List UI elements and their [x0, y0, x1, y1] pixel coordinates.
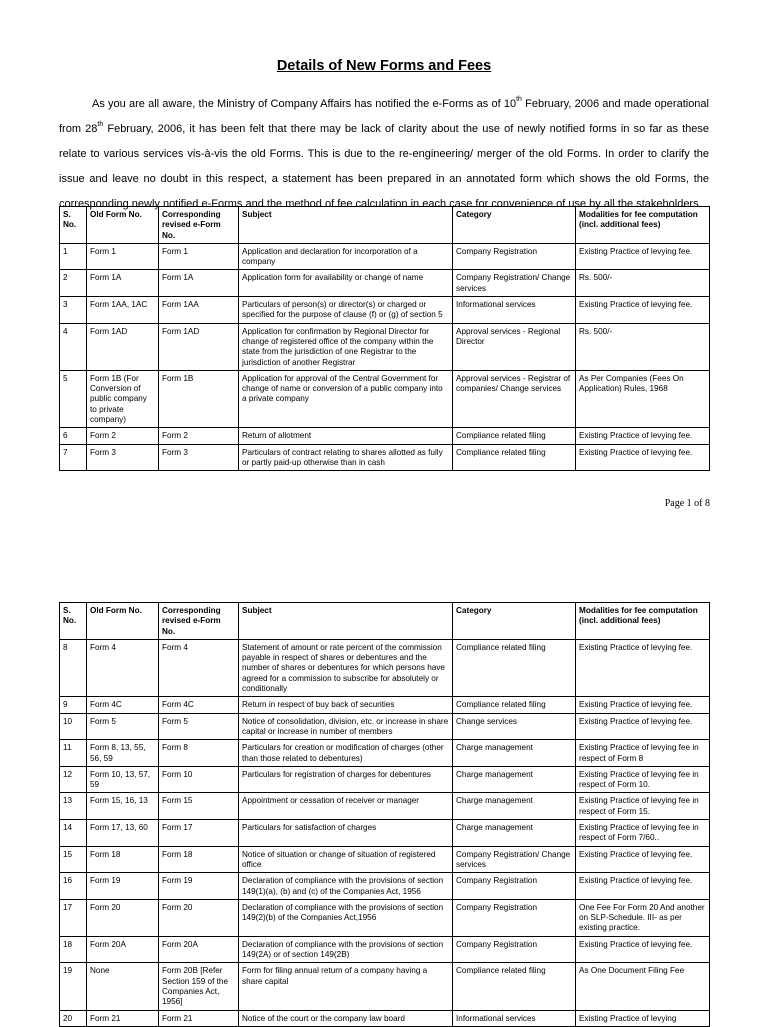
cell-old-form: Form 1A	[87, 270, 159, 297]
cell-old-form: Form 4	[87, 639, 159, 696]
cell-sno: 10	[60, 713, 87, 740]
cell-fees: Existing Practice of levying fee.	[576, 444, 710, 471]
cell-fees: Existing Practice of levying fee in respect of Form 8	[576, 740, 710, 767]
cell-new-form: Form 20A	[159, 936, 239, 963]
cell-fees: Existing Practice of levying fee in respect of Form 7/60..	[576, 820, 710, 847]
cell-fees: Existing Practice of levying fee.	[576, 713, 710, 740]
cell-old-form: Form 17, 13, 60	[87, 820, 159, 847]
cell-subject: Particulars for creation or modification of charges (other than those related to debentures)	[239, 740, 453, 767]
cell-fees: Existing Practice of levying fee in respect of Form 15.	[576, 793, 710, 820]
cell-new-form: Form 1A	[159, 270, 239, 297]
cell-new-form: Form 17	[159, 820, 239, 847]
cell-category: Informational services	[453, 297, 576, 324]
table-row	[60, 697, 710, 713]
cell-fees: Existing Practice of levying fee.	[576, 697, 710, 713]
cell-category: Charge management	[453, 766, 576, 793]
cell-category: Company Registration/ Change services	[453, 846, 576, 873]
cell-fees: Existing Practice of levying	[576, 1010, 710, 1026]
cell-sno: 18	[60, 936, 87, 963]
cell-new-form: Form 10	[159, 766, 239, 793]
table-row	[60, 639, 710, 696]
cell-new-form: Form 4	[159, 639, 239, 696]
cell-category: Approval services - Regional Director	[453, 323, 576, 370]
cell-new-form: Form 20B [Refer Section 159 of the Companies Act, 1956]	[159, 963, 239, 1010]
table-row	[60, 963, 710, 1010]
cell-subject: Declaration of compliance with the provisions of section 149(1)(a), (b) and (c) of the Companies Act, 1956	[239, 873, 453, 900]
cell-new-form: Form 2	[159, 428, 239, 444]
header-category: Category	[453, 603, 576, 640]
forms-table-page-2	[59, 602, 710, 1027]
cell-category: Compliance related filing	[453, 444, 576, 471]
cell-subject: Statement of amount or rate percent of the commission payable in respect of shares or debentures and the number of shares or debentures for which persons have agreed for a commission to subscribe for absolutely or conditionally	[239, 639, 453, 696]
page-title: Details of New Forms and Fees	[276, 58, 492, 74]
cell-sno: 17	[60, 899, 87, 936]
cell-fees: One Fee For Form 20 And another on SLP-Schedule. III- as per existing practice.	[576, 899, 710, 936]
header-sno: S. No.	[60, 603, 87, 640]
cell-new-form: Form 1AD	[159, 323, 239, 370]
cell-old-form: Form 1	[87, 243, 159, 270]
cell-category: Company Registration	[453, 899, 576, 936]
cell-old-form: Form 5	[87, 713, 159, 740]
cell-sno: 8	[60, 639, 87, 696]
cell-subject: Particulars for registration of charges for debentures	[239, 766, 453, 793]
table-row	[60, 444, 710, 471]
cell-fees: As Per Companies (Fees On Application) Rules, 1968	[576, 370, 710, 427]
cell-old-form: Form 2	[87, 428, 159, 444]
cell-subject: Notice of the court or the company law board	[239, 1010, 453, 1026]
cell-category: Compliance related filing	[453, 697, 576, 713]
page-number: Page 1 of 8	[664, 498, 710, 509]
cell-old-form: Form 15, 16, 13	[87, 793, 159, 820]
cell-new-form: Form 20	[159, 899, 239, 936]
cell-sno: 6	[60, 428, 87, 444]
cell-category: Company Registration/ Change services	[453, 270, 576, 297]
cell-new-form: Form 4C	[159, 697, 239, 713]
table-row	[60, 846, 710, 873]
cell-subject: Return in respect of buy back of securities	[239, 697, 453, 713]
cell-fees: Rs. 500/-	[576, 323, 710, 370]
cell-category: Informational services	[453, 1010, 576, 1026]
cell-new-form: Form 8	[159, 740, 239, 767]
cell-category: Compliance related filing	[453, 963, 576, 1010]
cell-category: Charge management	[453, 740, 576, 767]
table-row	[60, 899, 710, 936]
cell-sno: 13	[60, 793, 87, 820]
cell-category: Company Registration	[453, 873, 576, 900]
table-row	[60, 740, 710, 767]
cell-category: Company Registration	[453, 936, 576, 963]
table-row	[60, 243, 710, 270]
header-subject: Subject	[239, 603, 453, 640]
cell-old-form: Form 1AD	[87, 323, 159, 370]
cell-fees: As One Document Filing Fee	[576, 963, 710, 1010]
cell-sno: 19	[60, 963, 87, 1010]
table-row	[60, 323, 710, 370]
table-header-row	[60, 603, 710, 640]
cell-sno: 4	[60, 323, 87, 370]
cell-sno: 1	[60, 243, 87, 270]
cell-subject: Particulars of contract relating to shares allotted as fully or partly paid-up otherwise than in cash	[239, 444, 453, 471]
header-fees: Modalities for fee computation (incl. additional fees)	[576, 207, 710, 244]
cell-sno: 11	[60, 740, 87, 767]
table-row	[60, 873, 710, 900]
cell-subject: Particulars of person(s) or director(s) or charged or specified for the purpose of clause (f) or (g) of section 5	[239, 297, 453, 324]
cell-new-form: Form 3	[159, 444, 239, 471]
table-row	[60, 370, 710, 427]
cell-old-form: Form 21	[87, 1010, 159, 1026]
cell-sno: 16	[60, 873, 87, 900]
cell-category: Change services	[453, 713, 576, 740]
cell-fees: Existing Practice of levying fee.	[576, 639, 710, 696]
cell-category: Charge management	[453, 793, 576, 820]
cell-category: Charge management	[453, 820, 576, 847]
header-subject: Subject	[239, 207, 453, 244]
cell-old-form: Form 3	[87, 444, 159, 471]
header-old-form: Old Form No.	[87, 207, 159, 244]
cell-subject: Application form for availability or change of name	[239, 270, 453, 297]
header-sno: S. No.	[60, 207, 87, 244]
cell-sno: 7	[60, 444, 87, 471]
cell-new-form: Form 1B	[159, 370, 239, 427]
cell-subject: Return of allotment	[239, 428, 453, 444]
cell-old-form: Form 1B (For Conversion of public company to private company)	[87, 370, 159, 427]
cell-subject: Form for filing annual return of a company having a share capital	[239, 963, 453, 1010]
cell-old-form: Form 1AA, 1AC	[87, 297, 159, 324]
cell-sno: 15	[60, 846, 87, 873]
cell-subject: Notice of situation or change of situation of registered office	[239, 846, 453, 873]
cell-sno: 9	[60, 697, 87, 713]
table-row	[60, 766, 710, 793]
cell-subject: Notice of consolidation, division, etc. or increase in share capital or increase in number of members	[239, 713, 453, 740]
header-new-form: Corresponding revised e-Form No.	[159, 603, 239, 640]
cell-subject: Declaration of compliance with the provisions of section 149(2)(b) of the Companies Act,1956	[239, 899, 453, 936]
cell-old-form: None	[87, 963, 159, 1010]
table-header-row	[60, 207, 710, 244]
table-row	[60, 428, 710, 444]
cell-sno: 20	[60, 1010, 87, 1026]
cell-new-form: Form 19	[159, 873, 239, 900]
cell-new-form: Form 1	[159, 243, 239, 270]
cell-sno: 5	[60, 370, 87, 427]
cell-fees: Existing Practice of levying fee.	[576, 428, 710, 444]
table-row	[60, 936, 710, 963]
intro-paragraph: As you are all aware, the Ministry of Company Affairs has notified the e-Forms as of 10th February, 2006 and made operational from 28th February, 2006, it has been felt that there may be lack of clarity about the use of newly notified forms in so far as these relate to various services vis-à-vis the old Forms. This is due to the re-engineering/ merger of the old Forms. In order to clarify the issue and leave no doubt in this respect, a statement has been prepared in an annotated form which shows the old Forms, the corresponding newly notified e-Forms and the method of fee calculation in each case for convenience of use by all the stakeholders.	[59, 96, 709, 210]
cell-old-form: Form 8, 13, 55, 56, 59	[87, 740, 159, 767]
header-old-form: Old Form No.	[87, 603, 159, 640]
table-row	[60, 270, 710, 297]
cell-subject: Particulars for satisfaction of charges	[239, 820, 453, 847]
cell-subject: Appointment or cessation of receiver or manager	[239, 793, 453, 820]
cell-fees: Existing Practice of levying fee.	[576, 936, 710, 963]
cell-fees: Existing Practice of levying fee.	[576, 846, 710, 873]
cell-new-form: Form 21	[159, 1010, 239, 1026]
cell-subject: Application for approval of the Central Government for change of name or conversion of a public company into a private company	[239, 370, 453, 427]
cell-category: Compliance related filing	[453, 639, 576, 696]
cell-sno: 3	[60, 297, 87, 324]
forms-table-page-1	[59, 206, 710, 471]
cell-old-form: Form 18	[87, 846, 159, 873]
cell-fees: Existing Practice of levying fee.	[576, 873, 710, 900]
cell-old-form: Form 10, 13, 57, 59	[87, 766, 159, 793]
cell-subject: Declaration of compliance with the provisions of section 149(2A) or of section 149(2B)	[239, 936, 453, 963]
table-row	[60, 297, 710, 324]
cell-sno: 2	[60, 270, 87, 297]
cell-fees: Existing Practice of levying fee.	[576, 243, 710, 270]
cell-fees: Rs. 500/-	[576, 270, 710, 297]
cell-new-form: Form 1AA	[159, 297, 239, 324]
cell-old-form: Form 20A	[87, 936, 159, 963]
cell-sno: 12	[60, 766, 87, 793]
cell-subject: Application for confirmation by Regional Director for change of registered office of the company within the state from the jurisdiction of one Registrar to the jurisdiction of another Registrar	[239, 323, 453, 370]
cell-fees: Existing Practice of levying fee.	[576, 297, 710, 324]
table-row	[60, 820, 710, 847]
cell-category: Compliance related filing	[453, 428, 576, 444]
cell-old-form: Form 19	[87, 873, 159, 900]
table-row	[60, 713, 710, 740]
cell-old-form: Form 20	[87, 899, 159, 936]
header-new-form: Corresponding revised e-Form No.	[159, 207, 239, 244]
cell-category: Company Registration	[453, 243, 576, 270]
header-fees: Modalities for fee computation (incl. additional fees)	[576, 603, 710, 640]
cell-subject: Application and declaration for incorporation of a company	[239, 243, 453, 270]
cell-sno: 14	[60, 820, 87, 847]
cell-new-form: Form 15	[159, 793, 239, 820]
table-row	[60, 793, 710, 820]
cell-old-form: Form 4C	[87, 697, 159, 713]
header-category: Category	[453, 207, 576, 244]
cell-new-form: Form 18	[159, 846, 239, 873]
cell-fees: Existing Practice of levying fee in respect of Form 10.	[576, 766, 710, 793]
cell-category: Approval services - Registrar of companies/ Change services	[453, 370, 576, 427]
cell-new-form: Form 5	[159, 713, 239, 740]
